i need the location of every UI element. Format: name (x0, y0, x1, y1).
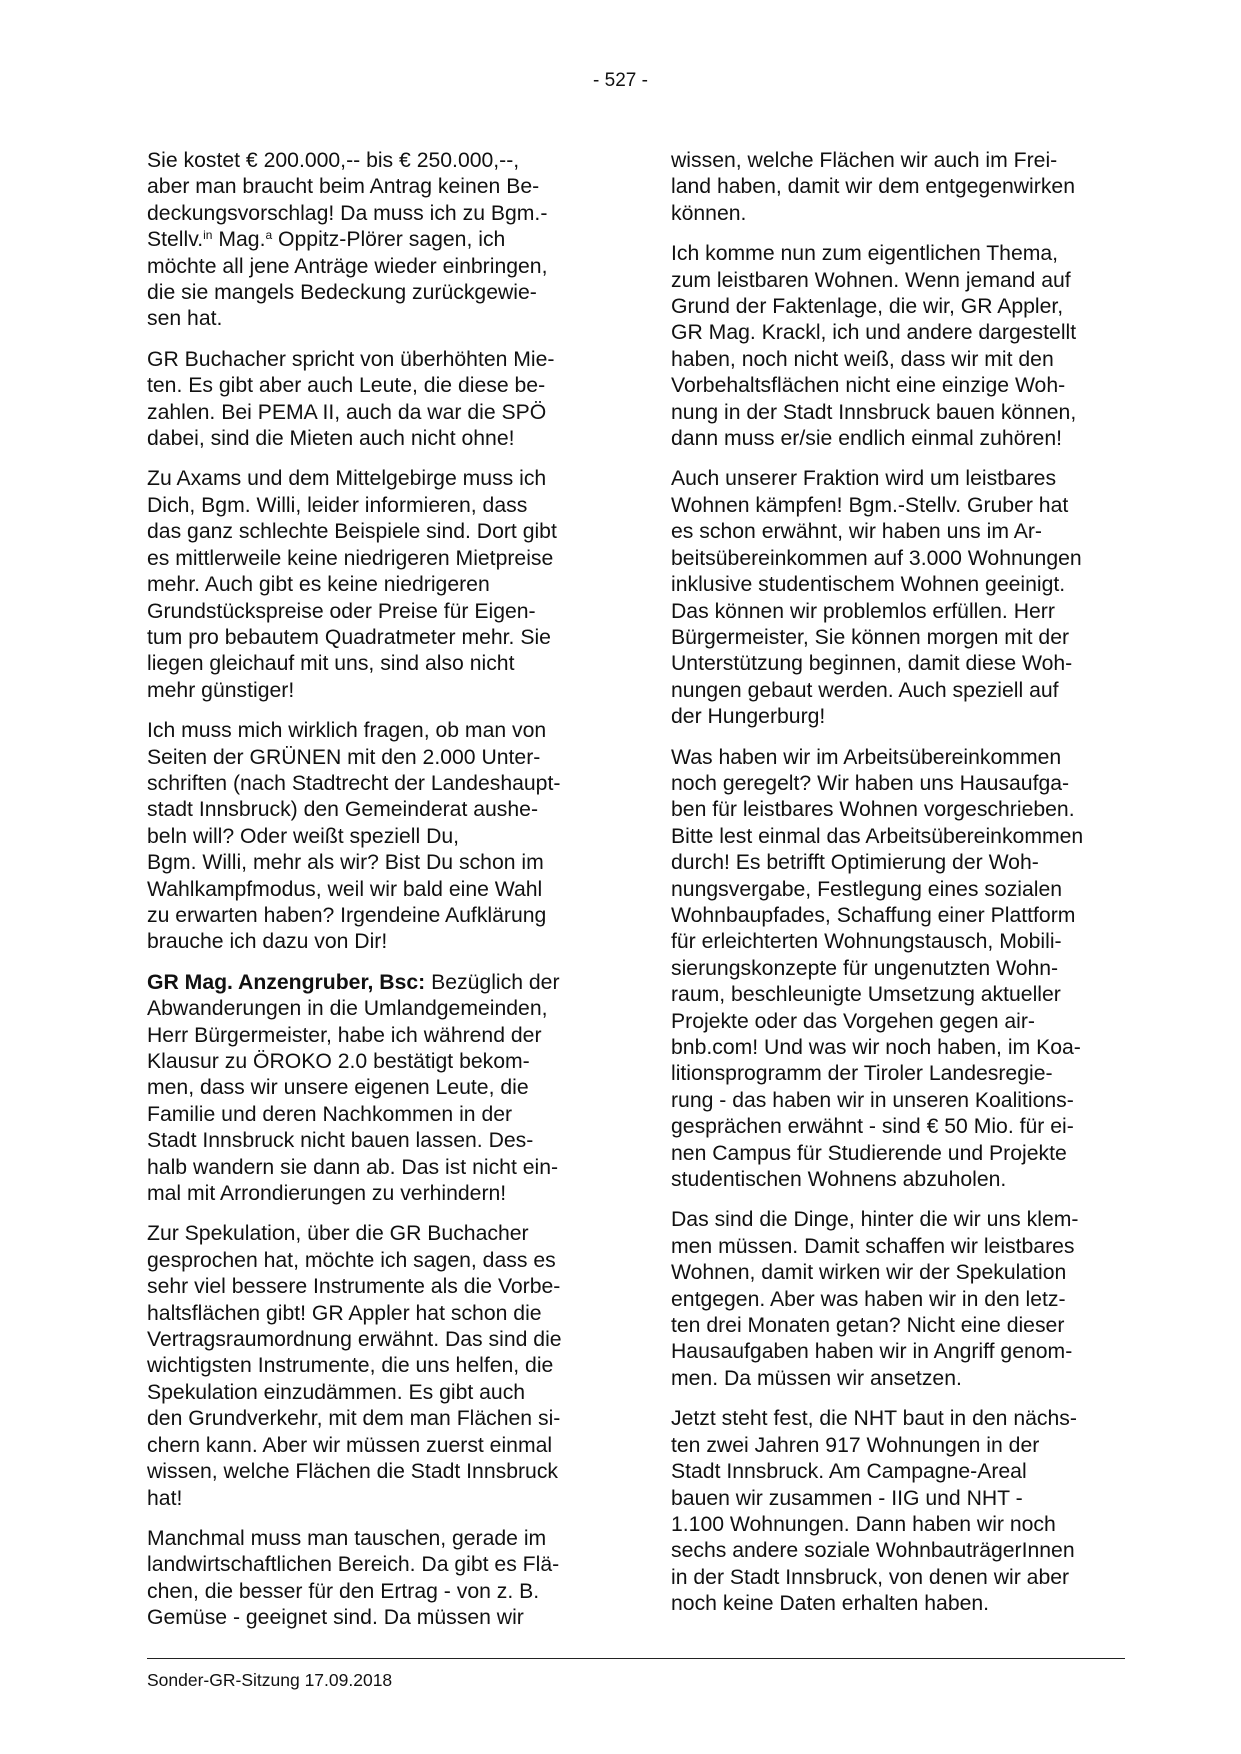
paragraph: Zur Spekulation, über die GR Buchacher gesprochen hat, möchte ich sagen, dass es sehr viel bessere Instrumente als die Vorbe- haltsflächen gibt! GR Appler hat schon die Vertragsraumordnung erwähnt. Das sind die wichtigsten Instrumente, die uns helfen, die Spekulation einzudämmen. Es gibt auch den Grundverkehr, mit dem man Flächen si- chern kann. Aber wir müssen zuerst einmal wissen, welche Flächen die Stadt Innsbruck hat! (147, 1222, 562, 1510)
footer-session-label: Sonder-GR-Sitzung 17.09.2018 (147, 1670, 393, 1690)
speaker-name: GR Mag. Anzengruber, Bsc: (147, 970, 426, 994)
paragraph: Jetzt steht fest, die NHT baut in den nächs- ten zwei Jahren 917 Wohnungen in der Stadt Innsbruck. Am Campagne-Areal bauen wir zusammen - IIG und NHT - 1.100 Wohnungen. Dann haben wir noch sechs andere soziale WohnbauträgerInnen in der Stadt Innsbruck, von denen wir aber noch keine Daten erhalten haben. (671, 1407, 1077, 1616)
paragraph (147, 970, 599, 1208)
paragraph: Ich muss mich wirklich fragen, ob man von Seiten der GRÜNEN mit den 2.000 Unter- schriften (nach Stadtrecht der Landeshaupt- stadt Innsbruck) den Gemeinderat aushe- beln will? Oder weißt speziell Du, Bgm. Willi, mehr als wir? Bist Du schon im Wahlkampfmodus, weil wir bald eine Wahl zu erwarten haben? Irgendeine Aufklärung brauche ich dazu von Dir! (147, 719, 561, 954)
page-number: - 527 - (593, 70, 648, 91)
paragraph: Das sind die Dinge, hinter die wir uns klem- men müssen. Damit schaffen wir leistbares Wohnen, damit wirken wir der Spekulation entgegen. Aber was haben wir in den letz- ten drei Monaten getan? Nicht eine dieser Hausaufgaben haben wir in Angriff genom- men. Da müssen wir ansetzen. (671, 1208, 1079, 1390)
superscript: in (203, 228, 213, 243)
paragraph: Zu Axams und dem Mittelgebirge muss ich Dich, Bgm. Willi, leider informieren, dass das ganz schlechte Beispiele sind. Dort gibt es mittlerweile keine niedrigeren Mietpreise mehr. Auch gibt es keine niedrigeren Grundstückspreise oder Preise für Eigen- tum pro bebautem Quadratmeter mehr. Sie liegen gleichauf mit uns, sind also nicht mehr günstiger! (147, 467, 557, 702)
right-column (671, 148, 1123, 1632)
paragraph: Auch unserer Fraktion wird um leistbares Wohnen kämpfen! Bgm.-Stellv. Gruber hat es schon erwähnt, wir haben uns im Ar- beitsübereinkommen auf 3.000 Wohnungen inklusive studentischem Wohnen geeinigt. Das können wir problemlos erfüllen. Herr Bürgermeister, Sie können morgen mit der Unterstützung beginnen, damit diese Woh- nungen gebaut werden. Auch speziell auf der Hungerburg! (671, 467, 1082, 729)
paragraph-text: Mag. (212, 228, 266, 252)
paragraph: Ich komme nun zum eigentlichen Thema, zum leistbaren Wohnen. Wenn jemand auf Grund der Faktenlage, die wir, GR Appler, GR Mag. Krackl, ich und andere dargestellt haben, noch nicht weiß, dass wir mit den Vorbehaltsflächen nicht eine einzige Woh- nung in der Stadt Innsbruck bauen können, dann muss er/sie endlich einmal zuhören! (671, 242, 1077, 451)
paragraph: Manchmal muss man tauschen, gerade im landwirtschaftlichen Bereich. Da gibt es Flä- chen, die besser für den Ertrag - von z. B. Gemüse - geeignet sind. Da müssen wir (147, 1526, 560, 1630)
paragraph (147, 148, 599, 333)
paragraph-text: Bezüglich der Abwanderungen in die Umlandgemeinden, Herr Bürgermeister, habe ich während der Klausur zu ÖROKO 2.0 bestätigt bekom- men, dass wir unsere eigenen Leute, die Familie und deren Nachkommen in der Stadt Innsbruck nicht bauen lassen. Des- halb wandern sie dann ab. Das ist nicht ein- mal mit Arrondierungen zu verhindern! (147, 970, 560, 1206)
superscript: a (265, 228, 273, 243)
left-column (147, 148, 599, 1646)
paragraph-text: Sie kostet € 200.000,-- bis € 250.000,--, aber man braucht beim Antrag keinen Be- deckungsvorschlag! Da muss ich zu Bgm.- Stellv. (147, 149, 548, 252)
footer-divider (147, 1658, 1125, 1659)
paragraph: Was haben wir im Arbeitsübereinkommen noch geregelt? Wir haben uns Hausaufga- ben für leistbares Wohnen vorgeschrieben. Bitte lest einmal das Arbeitsübereinkommen durch! Es betrifft Optimierung der Woh- nungsvergabe, Festlegung eines sozialen Wohnbaupfades, Schaffung einer Plattform für erleichterten Wohnungstausch, Mobili- sierungskonzepte für ungenutzten Wohn- raum, beschleunigte Umsetzung aktueller Projekte oder das Vorgehen gegen air- bnb.com! Und was wir noch haben, im Koa- litionsprogramm der Tiroler Landesregie- rung - das haben wir in unseren Koalitions- gesprächen erwähnt - sind € 50 Mio. für ei- nen Campus für Studierende und Projekte studentischen Wohnens abzuholen. (671, 745, 1084, 1192)
paragraph: GR Buchacher spricht von überhöhten Mie- ten. Es gibt aber auch Leute, die diese be- zahlen. Bei PEMA II, auch da war die SPÖ dabei, sind die Mieten auch nicht ohne! (147, 347, 555, 451)
paragraph-text: Oppitz-Plörer sagen, ich möchte all jene Anträge wieder einbringen, die sie mangels Bedeckung zurückgewie- sen hat. (147, 228, 548, 331)
paragraph: wissen, welche Flächen wir auch im Frei- land haben, damit wir dem entgegenwirken können. (671, 149, 1075, 225)
